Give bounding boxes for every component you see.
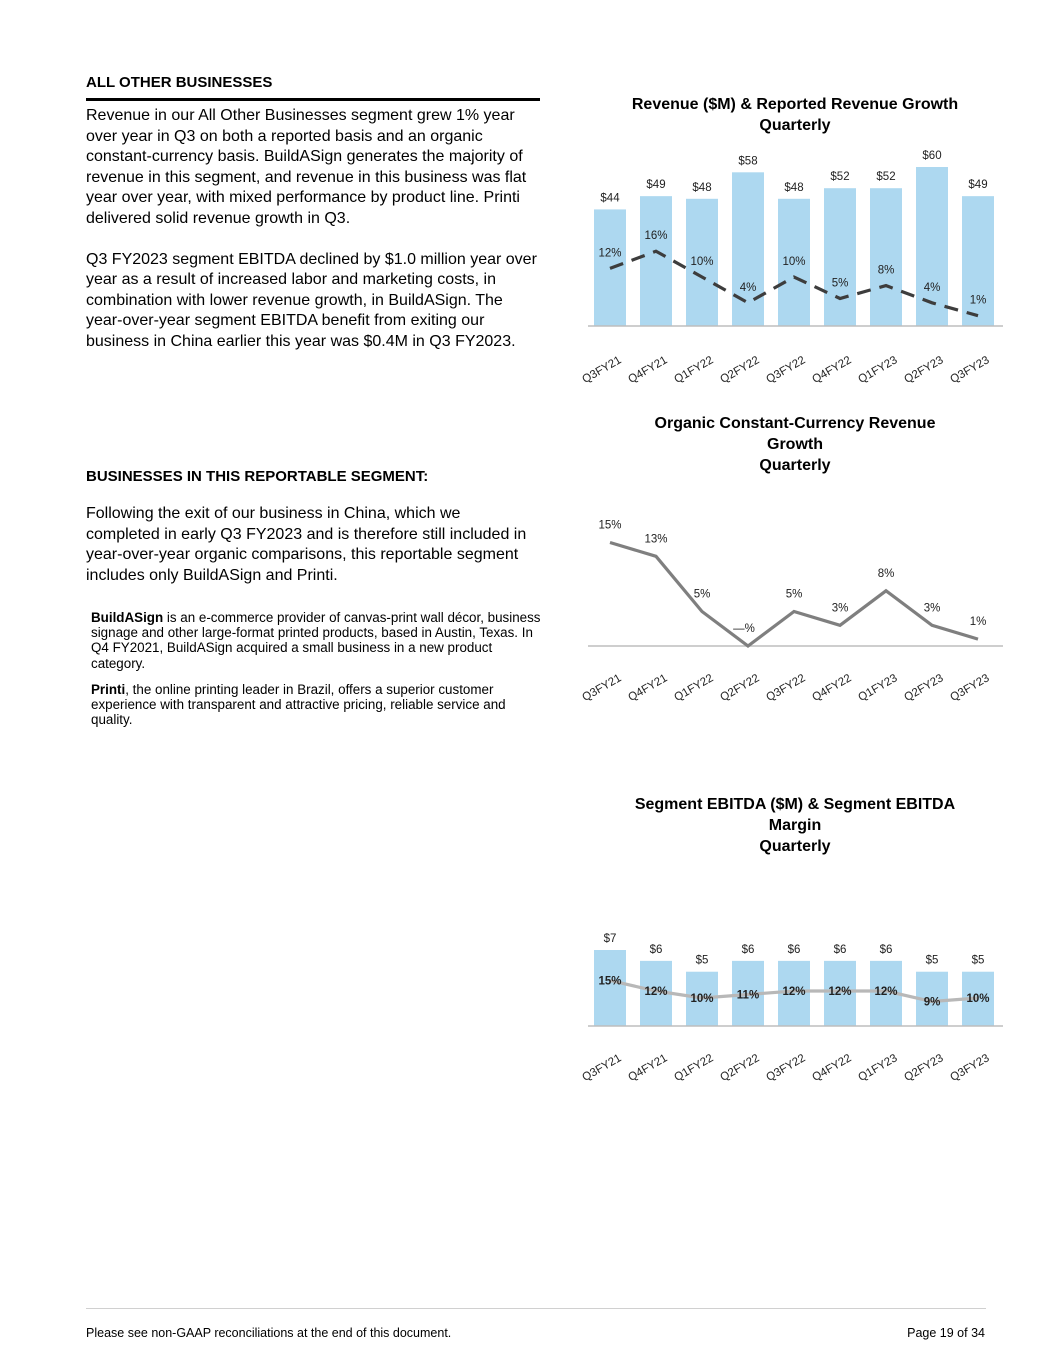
x-tick-label: Q4FY21 bbox=[626, 672, 670, 705]
growth-value-label: 8% bbox=[877, 567, 895, 580]
growth-value-label: 3% bbox=[831, 602, 849, 615]
margin-value-label: 12% bbox=[874, 986, 898, 998]
x-tick-label: Q2FY22 bbox=[718, 672, 762, 705]
bar-value-label: $48 bbox=[692, 181, 712, 194]
left-column bbox=[86, 74, 540, 353]
bar-value-label: $6 bbox=[879, 943, 893, 956]
growth-value-label: 5% bbox=[785, 588, 803, 601]
x-tick-label: Q1FY22 bbox=[672, 672, 716, 705]
revenue-bar bbox=[870, 188, 902, 326]
chart-title-line: Revenue ($M) & Reported Revenue Growth bbox=[631, 96, 959, 113]
growth-value-label: 4% bbox=[739, 281, 757, 294]
business-item-buildasign bbox=[91, 610, 541, 671]
section-paragraph-ebitda: Q3 FY2023 segment EBITDA declined by $1.0 million year over year as a result of increased labor and marketing costs, in combination with lower revenue growth, in BuildASign. The year-over-year segment EBITDA benefit from exiting our business in China earlier this year was $0.4M in Q3 FY2023. bbox=[86, 250, 537, 350]
margin-value-label: 9% bbox=[923, 996, 941, 1009]
bar-value-label: $5 bbox=[971, 954, 985, 967]
x-tick-label: Q3FY22 bbox=[764, 672, 808, 705]
businesses-intro: Following the exit of our business in China, which we completed in early Q3 FY2023 and is therefore still included in year-over-year organic comparisons, this reportable segment includes only BuildASign and Printi. bbox=[86, 505, 527, 584]
chart-title-line: Quarterly bbox=[759, 838, 831, 855]
chart-title-line: Growth bbox=[767, 436, 823, 453]
growth-value-label: 5% bbox=[831, 277, 849, 290]
footer-note: Please see non-GAAP reconciliations at the end of this document. bbox=[86, 1326, 452, 1340]
growth-value-label: 15% bbox=[598, 519, 622, 532]
chart-title-organic-growth bbox=[590, 413, 1000, 476]
chart-title-line: Organic Constant-Currency Revenue bbox=[654, 415, 936, 432]
business-name: Printi bbox=[91, 682, 126, 697]
growth-value-label: 13% bbox=[644, 533, 668, 546]
margin-value-label: 12% bbox=[828, 986, 852, 998]
x-tick-label: Q3FY22 bbox=[764, 1052, 808, 1085]
x-tick-label: Q2FY23 bbox=[902, 354, 946, 387]
x-tick-label: Q3FY21 bbox=[580, 1052, 624, 1085]
margin-value-label: 10% bbox=[690, 993, 714, 1005]
x-tick-label: Q3FY21 bbox=[580, 672, 624, 705]
margin-value-label: 11% bbox=[736, 989, 760, 1002]
bar-value-label: $5 bbox=[925, 954, 939, 967]
ebitda-bar bbox=[594, 950, 626, 1026]
revenue-bar bbox=[732, 172, 764, 326]
x-tick-label: Q3FY23 bbox=[948, 354, 992, 387]
x-tick-label: Q1FY22 bbox=[672, 354, 716, 387]
business-name: BuildASign bbox=[91, 610, 164, 625]
x-tick-label: Q4FY21 bbox=[626, 354, 670, 387]
bar-value-label: $48 bbox=[784, 181, 804, 194]
bar-value-label: $5 bbox=[695, 954, 709, 967]
bar-value-label: $49 bbox=[968, 179, 988, 192]
page-number: Page 19 of 34 bbox=[907, 1326, 985, 1340]
ebitda-chart bbox=[560, 920, 1010, 1085]
businesses-title: BUSINESSES IN THIS REPORTABLE SEGMENT: bbox=[86, 468, 429, 485]
margin-value-label: 10% bbox=[966, 993, 990, 1005]
growth-value-label: 5% bbox=[693, 588, 711, 601]
x-tick-label: Q4FY21 bbox=[626, 1052, 670, 1085]
business-description: is an e-commerce provider of canvas-print wall décor, business signage and other large-format printed products, based in Austin, Texas. In Q4 FY2021, BuildASign acquired a small business in a new product category. bbox=[91, 610, 541, 671]
revenue-bar bbox=[640, 196, 672, 326]
x-tick-label: Q2FY23 bbox=[902, 1052, 946, 1085]
x-tick-label: Q3FY23 bbox=[948, 1052, 992, 1085]
growth-value-label: 12% bbox=[598, 247, 622, 260]
chart-title-line: Margin bbox=[768, 817, 822, 834]
section-paragraph-revenue: Revenue in our All Other Businesses segment grew 1% year over year in Q3 on both a reported basis and an organic constant-currency basis. BuildASign generates the majority of revenue in this segment, and revenue in this business was flat year over year, with mixed performance by product line. Printi delivered solid revenue growth in Q3. bbox=[86, 107, 527, 227]
x-tick-label: Q2FY22 bbox=[718, 354, 762, 387]
bar-value-label: $6 bbox=[741, 943, 755, 956]
x-tick-label: Q2FY22 bbox=[718, 1052, 762, 1085]
chart-title-line: Segment EBITDA ($M) & Segment EBITDA bbox=[634, 796, 956, 813]
bar-value-label: $49 bbox=[646, 179, 666, 192]
margin-value-label: 15% bbox=[598, 975, 622, 988]
bar-value-label: $52 bbox=[876, 171, 896, 184]
organic-growth-chart bbox=[560, 519, 1010, 705]
growth-value-label: 4% bbox=[923, 281, 941, 294]
section-title: ALL OTHER BUSINESSES bbox=[86, 74, 540, 101]
growth-value-label: 8% bbox=[877, 264, 895, 277]
x-tick-label: Q2FY23 bbox=[902, 672, 946, 705]
bar-value-label: $7 bbox=[603, 933, 617, 945]
margin-value-label: 12% bbox=[782, 986, 806, 998]
business-description: , the online printing leader in Brazil, offers a superior customer experience with transparent and attractive pricing, reliable service and quality. bbox=[91, 682, 506, 728]
bar-value-label: $6 bbox=[833, 943, 847, 956]
growth-value-label: 10% bbox=[782, 256, 806, 268]
x-tick-label: Q1FY23 bbox=[856, 354, 900, 387]
x-tick-label: Q1FY23 bbox=[856, 672, 900, 705]
growth-value-label: 3% bbox=[923, 602, 941, 615]
x-tick-label: Q1FY22 bbox=[672, 1052, 716, 1085]
x-tick-label: Q4FY22 bbox=[810, 1052, 854, 1085]
chart-title-line: Quarterly bbox=[759, 457, 831, 474]
revenue-chart bbox=[560, 140, 1010, 387]
bar-value-label: $6 bbox=[787, 943, 801, 956]
growth-value-label: 10% bbox=[690, 256, 714, 268]
bar-value-label: $58 bbox=[738, 155, 758, 168]
bar-value-label: $6 bbox=[649, 943, 663, 956]
x-tick-label: Q3FY21 bbox=[580, 354, 624, 387]
business-item-printi bbox=[91, 682, 541, 728]
footer-divider bbox=[86, 1308, 986, 1309]
chart-title-revenue bbox=[590, 94, 1000, 136]
x-tick-label: Q4FY22 bbox=[810, 672, 854, 705]
chart-title-ebitda bbox=[590, 794, 1000, 857]
revenue-bar bbox=[824, 188, 856, 326]
chart-title-line: Quarterly bbox=[759, 117, 831, 134]
x-tick-label: Q1FY23 bbox=[856, 1052, 900, 1085]
x-tick-label: Q3FY23 bbox=[948, 672, 992, 705]
bar-value-label: $60 bbox=[922, 150, 942, 162]
bar-value-label: $44 bbox=[600, 192, 620, 205]
growth-value-label: 1% bbox=[969, 294, 987, 307]
bar-value-label: $52 bbox=[830, 171, 850, 184]
growth-value-label: —% bbox=[733, 623, 755, 635]
margin-value-label: 12% bbox=[644, 986, 668, 998]
x-tick-label: Q4FY22 bbox=[810, 354, 854, 387]
growth-value-label: 16% bbox=[644, 230, 668, 243]
growth-value-label: 1% bbox=[969, 616, 987, 629]
x-tick-label: Q3FY22 bbox=[764, 354, 808, 387]
